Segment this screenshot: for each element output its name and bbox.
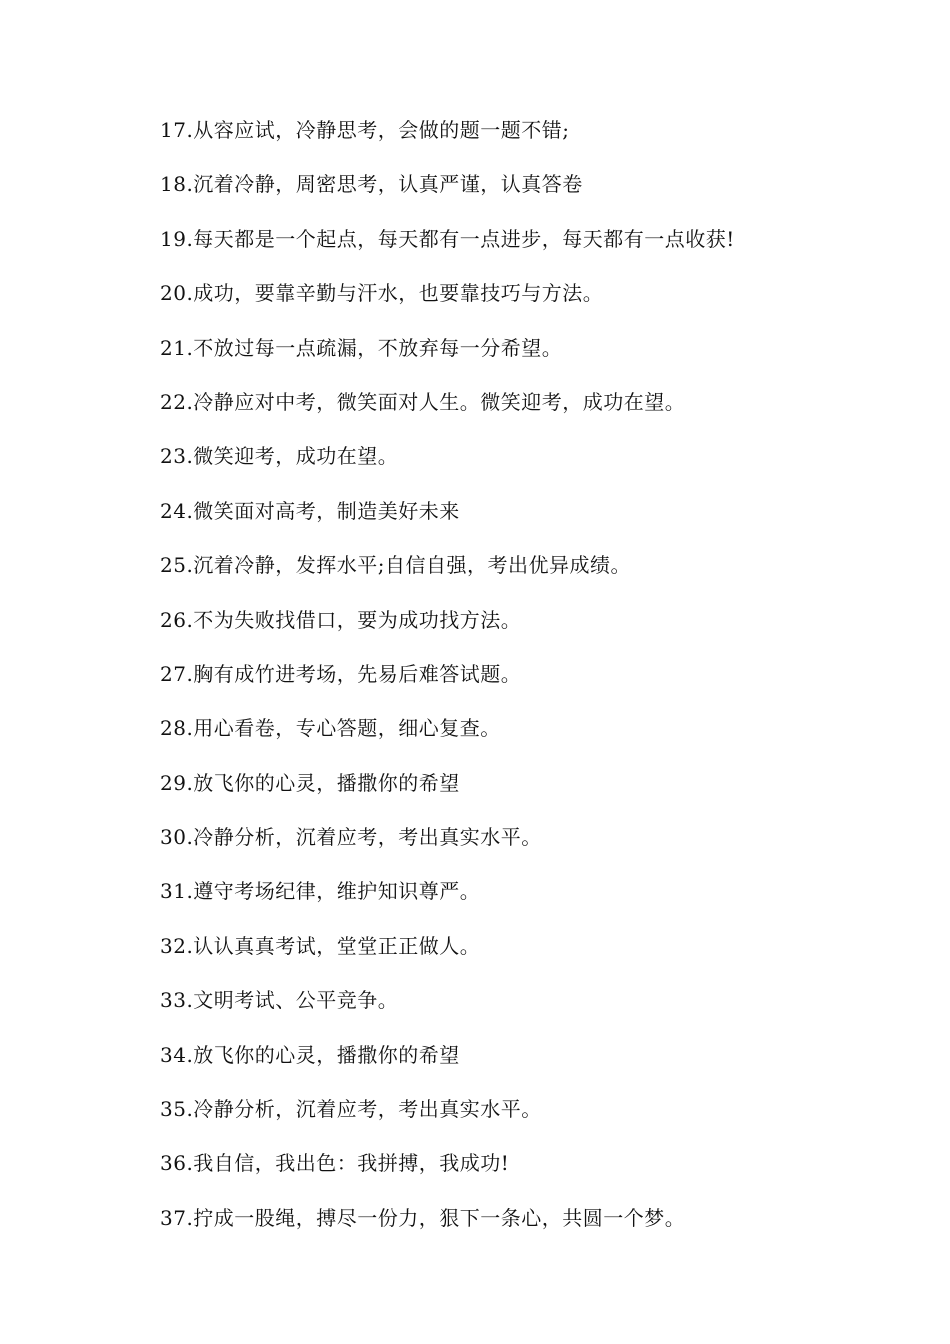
list-item: 29.放飞你的心灵，播撒你的希望 <box>160 770 460 795</box>
list-item: 35.冷静分析，沉着应考，考出真实水平。 <box>160 1097 542 1122</box>
list-item: 31.遵守考场纪律，维护知识尊严。 <box>160 879 481 904</box>
list-item: 21.不放过每一点疏漏，不放弃每一分希望。 <box>160 335 563 360</box>
list-item: 17.从容应试，冷静思考，会做的题一题不错; <box>160 118 570 142</box>
list-item: 34.放飞你的心灵，播撒你的希望 <box>160 1042 460 1067</box>
list-item: 32.认认真真考试，堂堂正正做人。 <box>160 933 481 958</box>
list-item: 26.不为失败找借口，要为成功找方法。 <box>160 607 522 632</box>
list-item: 30.冷静分析，沉着应考，考出真实水平。 <box>160 825 542 850</box>
list-item: 27.胸有成竹进考场，先易后难答试题。 <box>160 661 522 686</box>
list-item: 24.微笑面对高考，制造美好未来 <box>160 498 460 523</box>
slogan-list <box>160 113 880 1255</box>
list-item: 18.沉着冷静，周密思考，认真严谨，认真答卷 <box>160 172 583 197</box>
list-item: 23.微笑迎考，成功在望。 <box>160 444 399 469</box>
list-item: 37.拧成一股绳，搏尽一份力，狠下一条心，共圆一个梦。 <box>160 1205 686 1230</box>
list-item: 20.成功，要靠辛勤与汗水，也要靠技巧与方法。 <box>160 281 604 306</box>
list-item: 25.沉着冷静，发挥水平;自信自强，考出优异成绩。 <box>160 553 632 578</box>
list-item: 22.冷静应对中考，微笑面对人生。微笑迎考，成功在望。 <box>160 389 686 414</box>
list-item: 36.我自信，我出色：我拼搏，我成功! <box>160 1151 510 1176</box>
list-item: 28.用心看卷，专心答题，细心复查。 <box>160 716 501 741</box>
list-item: 19.每天都是一个起点，每天都有一点进步，每天都有一点收获! <box>160 226 735 251</box>
list-item: 33.文明考试、公平竞争。 <box>160 988 399 1013</box>
